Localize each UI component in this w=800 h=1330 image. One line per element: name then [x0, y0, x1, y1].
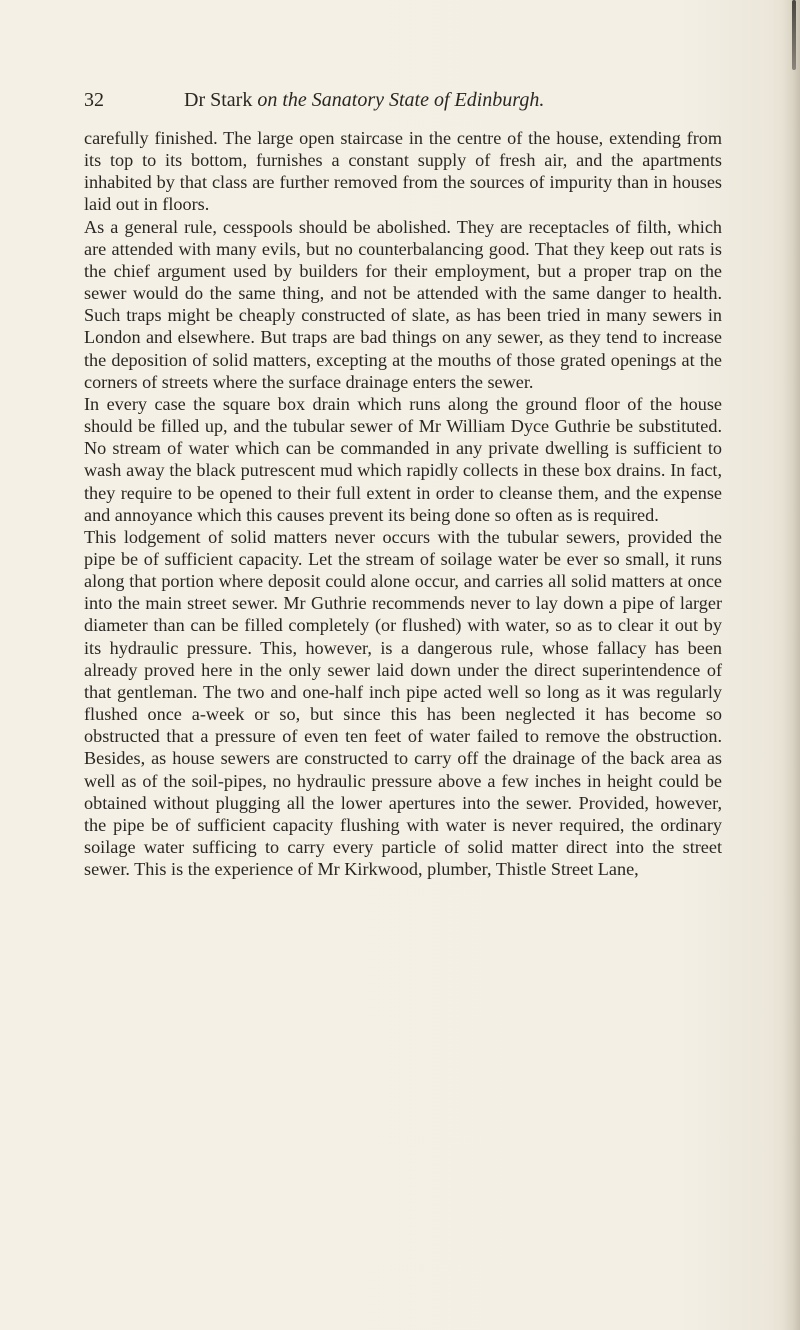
running-head-title: on the Sanatory State of Edinburgh. — [257, 89, 545, 111]
page-edge-shadow — [782, 0, 800, 1330]
paragraph: As a general rule, cesspools should be abolished. They are receptacles of filth, which are attended with many evils, but no counterbalancing good. That they keep out rats is the chief argument used by builders for their employment, but a proper trap on the sewer would do the same thing, and not be attended with the same danger to health. Such traps might be cheaply constructed of slate, as has been tried in many sewers in London and elsewhere. But traps are bad things on any sewer, as they tend to increase the deposition of solid matters, excepting at the mouths of those grated openings at the corners of streets where the surface drainage enters the sewer. — [84, 216, 722, 392]
page-header — [84, 86, 724, 114]
running-head-author: Dr Stark — [184, 89, 258, 111]
running-head — [184, 86, 544, 114]
paragraph: This lodgement of solid matters never occurs with the tubular sewers, provided the pipe be of sufficient capacity. Let the stream of soilage water be ever so small, it runs along that portion where deposit could alone occur, and carries all solid matters at once into the main street sewer. Mr Guthrie recommends never to lay down a pipe of larger diameter than can be filled completely (or flushed) with water, so as to clear it out by its hydraulic pressure. This, however, is a dangerous rule, whose fallacy has been already proved here in the only sewer laid down under the direct superintendence of that gentleman. The two and one-half inch pipe acted well so long as it was regularly flushed once a-week or so, but since this has been neglected it has become so obstructed that a pressure of even ten feet of water failed to remove the obstruction. Besides, as house sewers are constructed to carry off the drainage of the back area as well as of the soil-pipes, no hydraulic pressure above a few inches in height could be obtained without plugging all the lower apertures into the sewer. Provided, however, the pipe be of sufficient capacity flushing with water is never required, the ordinary soilage water sufficing to carry every particle of solid matter direct into the street sewer. This is the experience of Mr Kirkwood, plumber, Thistle Street Lane, — [84, 526, 722, 880]
paragraph: carefully finished. The large open staircase in the centre of the house, extending from its top to its bottom, furnishes a constant supply of fresh air, and the apartments inhabited by that class are further removed from the sources of impurity than in houses laid out in floors. — [84, 128, 722, 215]
page-number: 32 — [84, 89, 104, 111]
body-text — [84, 127, 722, 880]
paragraph: In every case the square box drain which runs along the ground floor of the house should be filled up, and the tubular sewer of Mr William Dyce Guthrie be substituted. No stream of water which can be commanded in any private dwelling is sufficient to wash away the black putrescent mud which rapidly collects in these box drains. In fact, they require to be opened to their full extent in order to cleanse them, and the expense and annoyance which this causes prevent its being done so often as is required. — [84, 393, 722, 525]
page-edge-mark — [792, 0, 796, 70]
